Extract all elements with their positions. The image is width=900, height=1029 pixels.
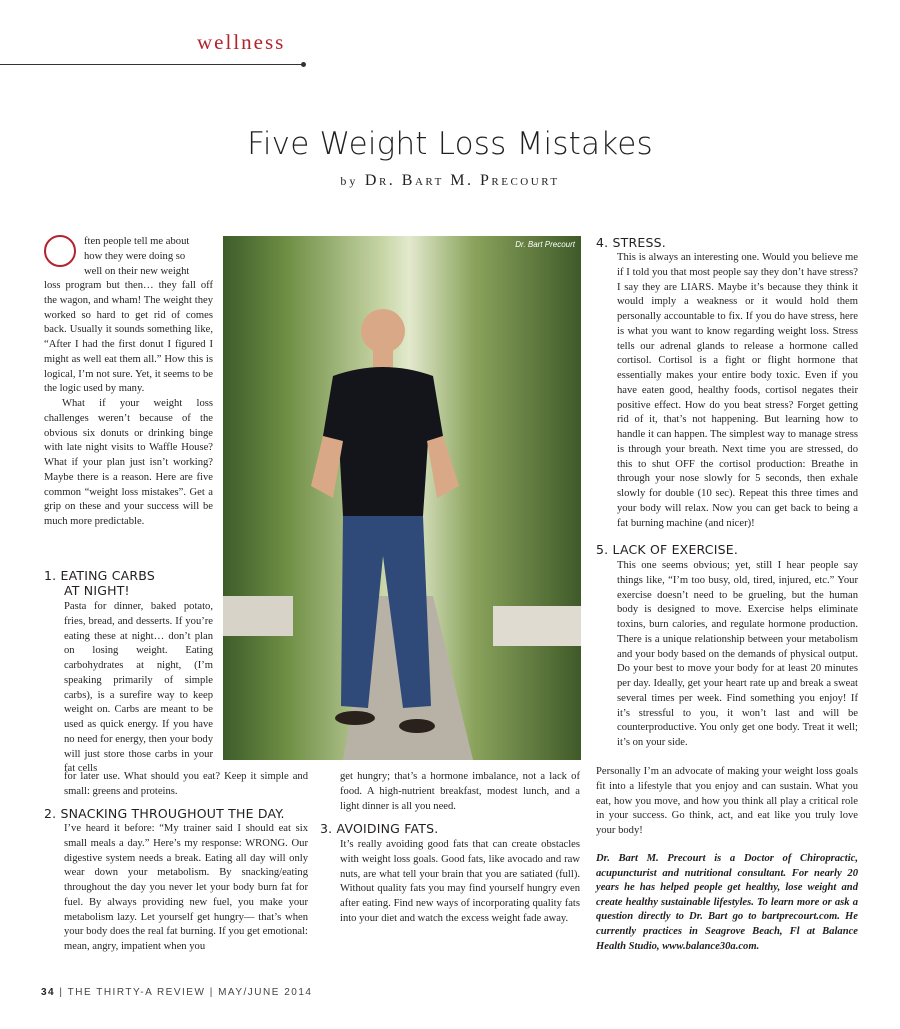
section-rule-dot (301, 62, 306, 67)
author-bio: Dr. Bart M. Precourt is a Doctor of Chiropractic, acupuncturist and nutritional consultant. For nearly 20 years he has helped people get healthy, lose weight and create healthy sustainable lifestyles. To learn more or ask a question directly to Dr. Bart go to bartprecourt.com. He currently practices in Seagrove Beach, Fl at Balance Health Studio, www.balance30a.com. (596, 853, 858, 952)
heading-line: AT NIGHT! (64, 583, 130, 598)
intro-paragraph: loss program but then… they fall off the wagon, and wham! The weight they worked so hard to get rid of comes back. Usually it sounds something like, “After I had the first donut I figured I might as well eat them all.” How this is logical, I’m not sure. Yet, it seems to be the logic used by many. (44, 280, 213, 395)
byline-prefix: by (340, 174, 359, 188)
intro-body (44, 279, 213, 530)
section-label: wellness (197, 30, 286, 54)
snacking-body-cont: get hungry; that’s a hormone imbalance, not a lack of food. A high-nutrient breakfast, modest lunch, and a light dinner is all you need. (340, 771, 580, 812)
footer-separator: | (59, 987, 64, 998)
avoiding-fats-body: It’s really avoiding good fats that can create obstacles with weight loss goals. Good fats, like avocado and raw nuts, are what tell your brain that you are satiated (full). Without quality fats you may find yourself hungry even after eating. Find new ways of incorporating quality fats into your diet and watch the excess weight fade away. (340, 839, 580, 924)
byline (0, 172, 900, 190)
lack-of-exercise-body: This one seems obvious; yet, still I hear people say things like, “I’m too busy, old, tired, injured, etc.” Your exercise doesn’t need to be grueling, but the human body is designed to move. Exercise helps eliminate toxins, burn calories, and regulate hormone production. There is a unique relationship between your metabolism and your body based on the demands of physical output. Do your best to move your body for at least 20 minutes per day. Ideally, get your heart rate up and break a sweat several times per week. Find something you enjoy! If it’s stressful to you, it won’t last and will be counterproductive. You only get one body. Treat it well; it’s on your side. (617, 560, 858, 748)
intro-paragraph: What if your weight loss challenges weren’t because of the obvious six donuts or drinking binge with late night visits to Waffle House? What if your plan just isn’t working? Maybe there is a reason. Here are five common “weight loss mistakes”. Get a grip on these and your success will be much more predictable. (44, 398, 213, 527)
issue-date: MAY/JUNE 2014 (218, 987, 313, 998)
section-rule (0, 64, 304, 65)
drop-cap-o (44, 235, 76, 267)
eating-carbs-body: Pasta for dinner, baked potato, fries, bread, and desserts. If you’re eating these at night… don’t plan on losing weight. Eating carbohydrates at night, (I’m speaking primarily of simple carbs), is a surefire way to keep weight on. Carbs are meant to be used as quick energy. If you have no need for energy, then your body will just store those carbs in your fat cells (64, 601, 213, 775)
page-number: 34 (41, 987, 56, 998)
snacking-body: I’ve heard it before: “My trainer said I should eat six small meals a day.” Here’s my response: WRONG. Our digestive system needs a break. Eating all day will only wear down your metabolism. By snacking/eating throughout the day you never let your body burn fat for fuel. By always providing new fuel, you make your metabolism lazy. Let yourself get hungry— that’s when your body does the real fat burning. If you get emotional: mean, angry, impatient when you (64, 823, 308, 952)
intro-line: how they were doing so (84, 250, 186, 262)
closing-paragraph: Personally I’m an advocate of making your weight loss goals fit into a lifestyle that you enjoy and can sustain. What you eat, how you move, and how you think all play a critical role in your success. Go think, act, and eat like you truly love your body! (596, 766, 858, 836)
byline-author: Dr. Bart M. Precourt (364, 172, 560, 189)
heading-stress: 4. STRESS. (596, 235, 666, 250)
intro-first-lines (84, 235, 213, 279)
heading-snacking: 2. SNACKING THROUGHOUT THE DAY. (44, 806, 285, 821)
footer-separator: | (209, 987, 214, 998)
heading-avoiding-fats: 3. AVOIDING FATS. (320, 821, 439, 836)
article-title: Five Weight Loss Mistakes (247, 126, 653, 162)
heading-eating-carbs (44, 568, 155, 598)
heading-lack-of-exercise: 5. LACK OF EXERCISE. (596, 542, 739, 557)
photo-illustration (223, 236, 581, 760)
photo-credit: Dr. Bart Precourt (515, 240, 575, 249)
page-footer (41, 987, 312, 998)
intro-line: well on their new weight (84, 265, 190, 277)
heading-line: 1. EATING CARBS (44, 568, 155, 583)
publication-name: THE THIRTY-A REVIEW (67, 987, 206, 998)
author-photo (223, 236, 581, 760)
eating-carbs-body-cont: for later use. What should you eat? Keep it simple and small: greens and proteins. (64, 771, 308, 797)
intro-line: ften people tell me about (84, 236, 190, 247)
stress-body: This is always an interesting one. Would you believe me if I told you that most people say they don’t have stress? I say they are LIARS. Maybe it’s because they think it would imply a weakness or it would hold them personally accountable to fix. If you do have stress, here is what you want to know regarding weight loss. Stress tells our adrenal glands to release a hormone called cortisol. Cortisol is a fight or flight hormone that essentially makes your entire body toxic. Even if you have eaten good, healthy foods, cortisol negates their positive effect. How do you beat stress? Forget getting rid of it, that’s not happening. But learning how to handle it can happen. The simplest way to manage stress is through your breath. Next time you are stressed, do this to shut OFF the cortisol production: Breathe in through your nose slowly for 5 seconds, then exhale slowly for double (10 sec). Repeat this three times and your body will relax. Now you can get back to being a fat burning machine (and nicer)! (617, 252, 858, 529)
